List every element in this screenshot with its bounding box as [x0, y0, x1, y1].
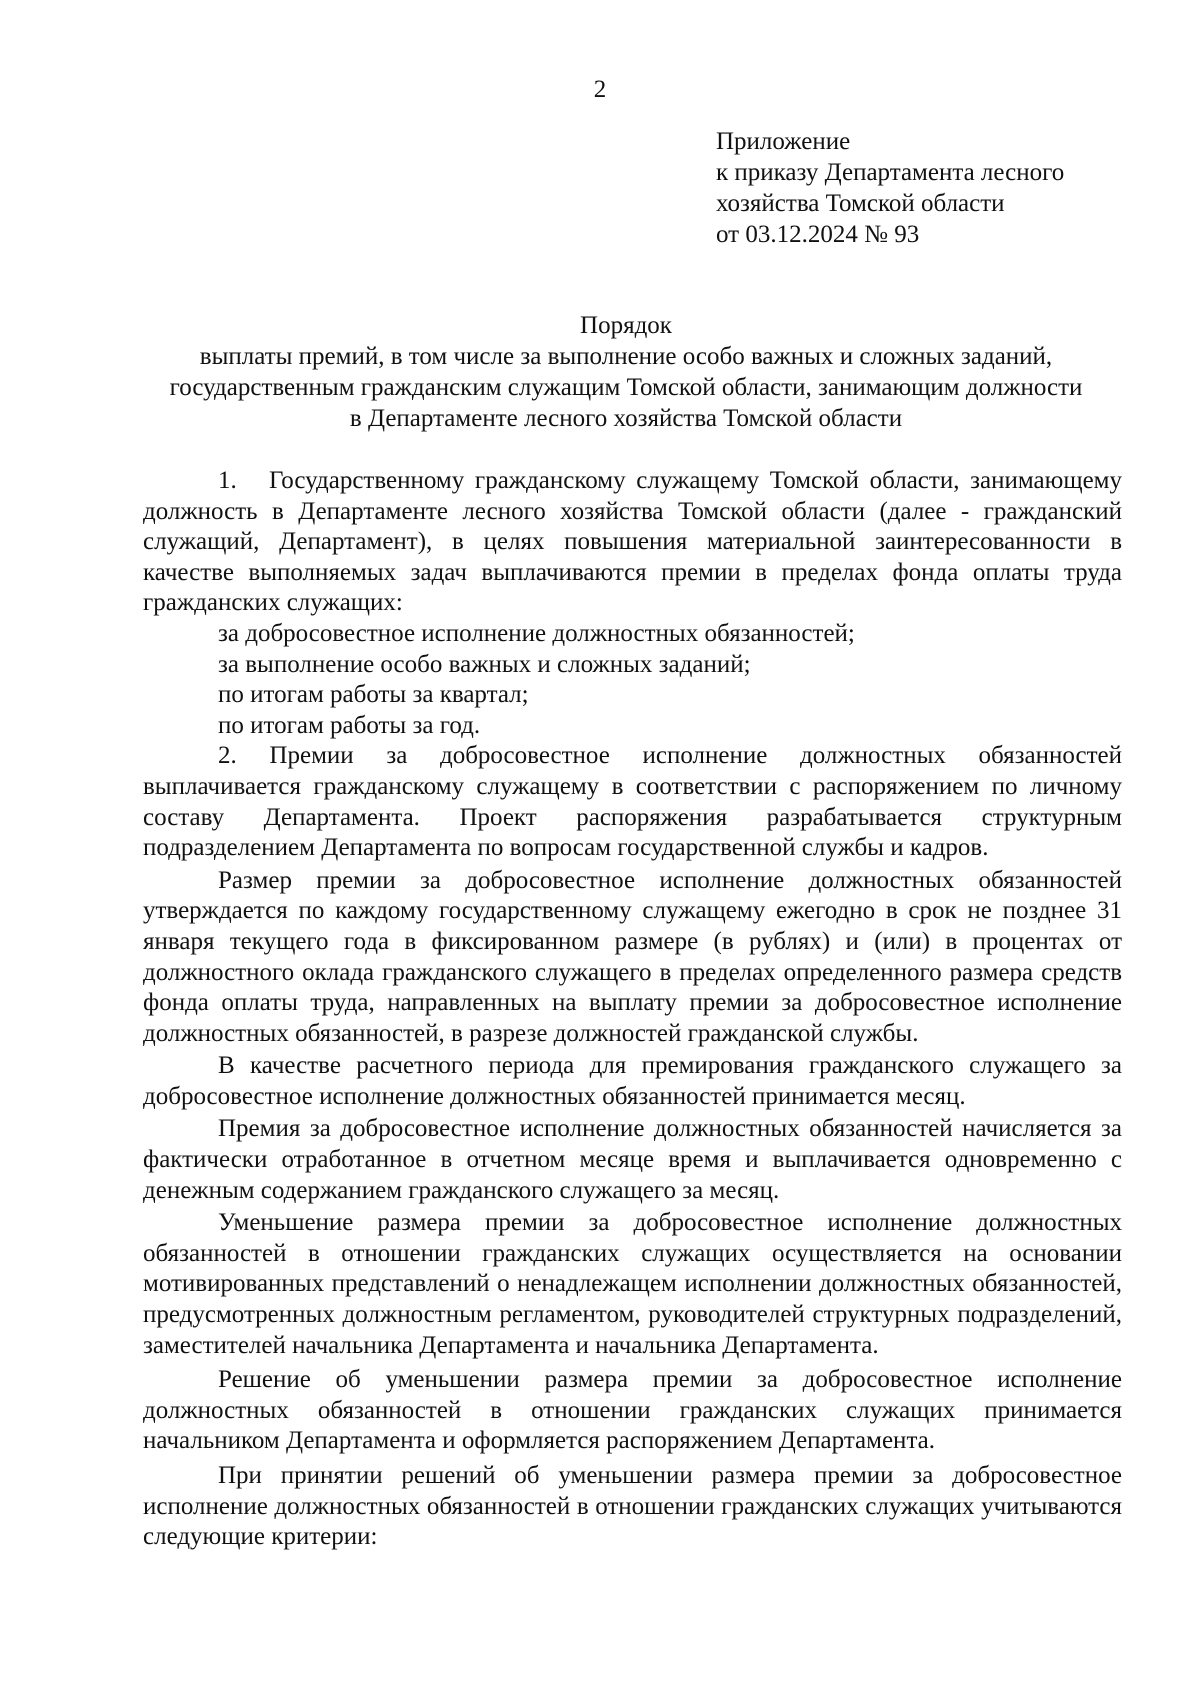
document-body: [143, 466, 1122, 1553]
document-title: [130, 310, 1122, 434]
paragraph-6: Уменьшение размера премии за добросовестное исполнение должностных обязанностей в отношении гражданских служащих осуществляется на основании мотивированных представлений о ненадлежащем исполнении должностных обязанностей, предусмотренных должностным регламентом, руководителей структурных подразделений, заместителей начальника Департамента и начальника Департамента.: [143, 1209, 1122, 1359]
paragraph-2: 2. Премии за добросовестное исполнение должностных обязанностей выплачивается гражданскому служащему в соответствии с распоряжением по личному составу Департамента. Проект распоряжения разрабатывается структурным подразделением Департамента по вопросам государственной службы и кадров.: [143, 742, 1122, 862]
paragraph-4: В качестве расчетного периода для премирования гражданского служащего за добросовестное исполнение должностных обязанностей принимается месяц.: [143, 1052, 1122, 1110]
list-item: по итогам работы за год.: [218, 711, 481, 739]
title-line: выплаты премий, в том числе за выполнение особо важных и сложных заданий,: [199, 343, 1053, 370]
paragraph-7: Решение об уменьшении размера премии за добросовестное исполнение должностных обязанностей в отношении гражданских служащих принимается начальником Департамента и оформляется распоряжением Департамента.: [143, 1366, 1122, 1455]
page-number: 2: [593, 76, 607, 103]
paragraph-1: 1. Государственному гражданскому служащему Томской области, занимающему должность в Департаменте лесного хозяйства Томской области (далее - гражданский служащий, Департамент), в целях повышения материальной заинтересованности в качестве выполняемых задач выплачиваются премии в пределах фонда оплаты труда гражданских служащих:: [143, 467, 1122, 617]
appendix-line: от 03.12.2024 № 93: [716, 221, 920, 248]
appendix-line: к приказу Департамента лесного: [716, 159, 1065, 186]
list-item: по итогам работы за квартал;: [218, 681, 529, 709]
appendix-line: Приложение: [716, 128, 851, 155]
list-item: за выполнение особо важных и сложных заданий;: [218, 650, 751, 678]
paragraph-5: Премия за добросовестное исполнение должностных обязанностей начисляется за фактически отработанное в отчетном месяце время и выплачивается одновременно с денежным содержанием гражданского служащего за месяц.: [143, 1115, 1122, 1204]
title-line: государственным гражданским служащим Томской области, занимающим должности: [169, 374, 1083, 401]
paragraph-3: Размер премии за добросовестное исполнение должностных обязанностей утверждается по каждому государственному служащему ежегодно в срок не позднее 31 января текущего года в фиксированном размере (в рублях) и (или) в процентах от должностного оклада гражданского служащего в пределах определенного размера средств фонда оплаты труда, направленных на выплату премии за добросовестное исполнение должностных обязанностей, в разрезе должностей гражданской службы.: [143, 866, 1122, 1047]
title-line: Порядок: [580, 312, 672, 339]
paragraph-8: При принятии решений об уменьшении размера премии за добросовестное исполнение должностных обязанностей в отношении гражданских служащих учитываются следующие критерии:: [143, 1462, 1122, 1551]
appendix-header: [716, 126, 1156, 250]
title-line: в Департаменте лесного хозяйства Томской области: [349, 405, 903, 432]
appendix-line: хозяйства Томской области: [716, 190, 1005, 217]
list-item: за добросовестное исполнение должностных обязанностей;: [218, 619, 855, 647]
